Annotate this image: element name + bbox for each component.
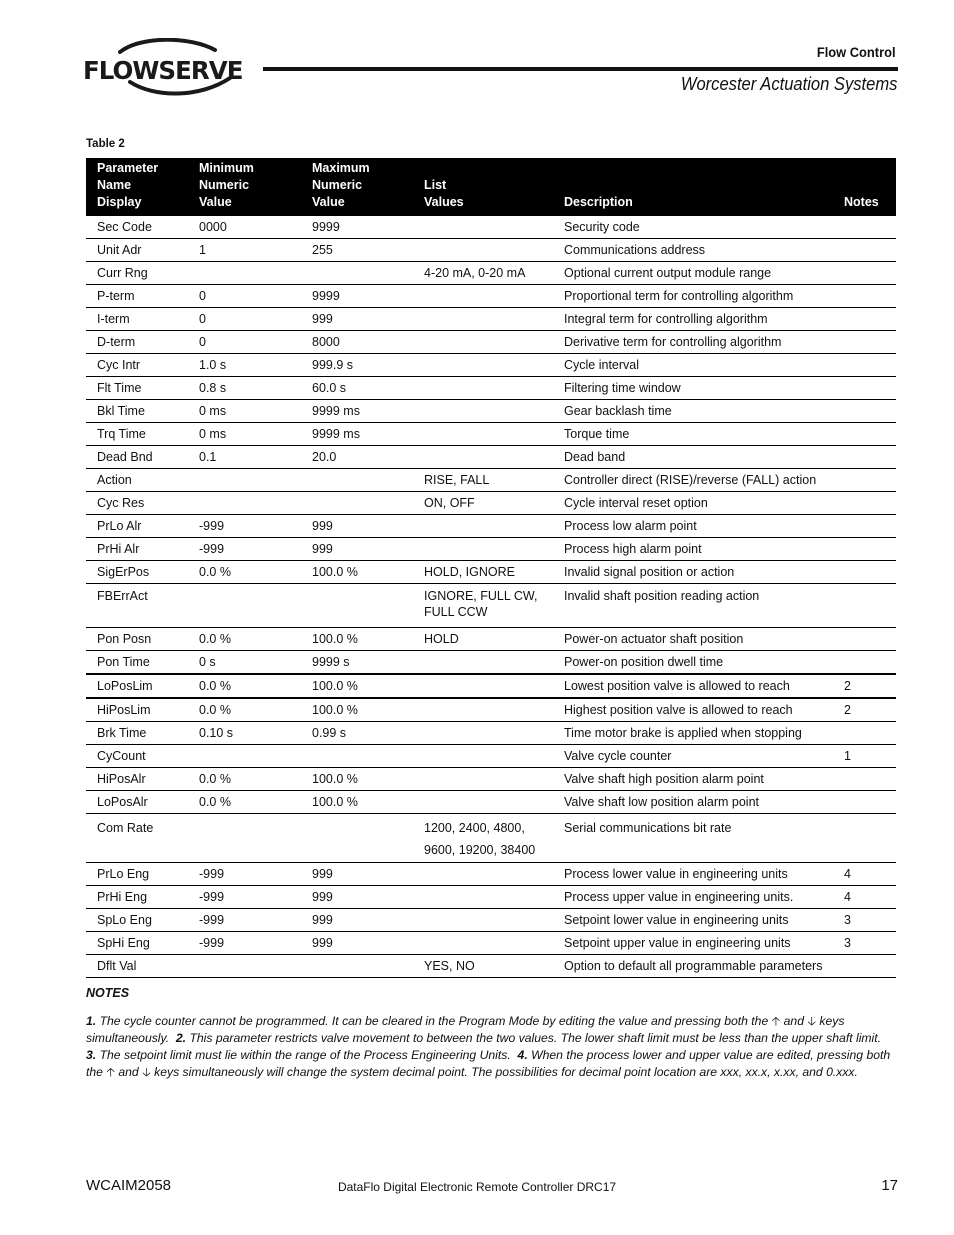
table-cell: 1200, 2400, 4800, 9600, 19200, 38400 (412, 814, 552, 863)
table-header-row (86, 158, 896, 216)
table-cell: Cyc Res (86, 492, 187, 515)
table-cell (412, 308, 552, 331)
table-cell: Trq Time (86, 423, 187, 446)
table-cell (187, 745, 300, 768)
up-arrow-icon: 🡡 (106, 1065, 115, 1079)
table-cell: RISE, FALL (412, 469, 552, 492)
table-cell (412, 932, 552, 955)
table-cell (412, 538, 552, 561)
table-cell (300, 814, 412, 863)
table-row (86, 469, 896, 492)
table-cell: 100.0 % (300, 561, 412, 584)
column-header: Description (552, 158, 832, 216)
table-row (86, 515, 896, 538)
table-cell (832, 354, 896, 377)
down-arrow-icon: 🡣 (142, 1065, 151, 1079)
table-cell: -999 (187, 863, 300, 886)
note-4-number: 4. (517, 1048, 528, 1062)
table-cell: 1.0 s (187, 354, 300, 377)
table-body (86, 216, 896, 978)
table-cell (300, 955, 412, 978)
table-cell: Invalid shaft position reading action (552, 584, 832, 628)
table-cell: Optional current output module range (552, 262, 832, 285)
table-cell: -999 (187, 886, 300, 909)
table-cell (832, 239, 896, 262)
table-cell (187, 955, 300, 978)
table-cell: IGNORE, FULL CW, FULL CCW (412, 584, 552, 628)
table-row (86, 674, 896, 698)
table-cell: 0.10 s (187, 722, 300, 745)
table-cell: Option to default all programmable parameters (552, 955, 832, 978)
table-cell: Serial communications bit rate (552, 814, 832, 863)
table-row (86, 331, 896, 354)
table-cell (300, 262, 412, 285)
table-cell: 0.0 % (187, 791, 300, 814)
table-cell: Invalid signal position or action (552, 561, 832, 584)
table-cell: 3 (832, 932, 896, 955)
table-cell: 60.0 s (300, 377, 412, 400)
table-cell (832, 584, 896, 628)
table-cell: Process upper value in engineering units. (552, 886, 832, 909)
table-cell: 999 (300, 909, 412, 932)
table-cell: Integral term for controlling algorithm (552, 308, 832, 331)
table-cell: Torque time (552, 423, 832, 446)
table-cell: 9999 (300, 216, 412, 239)
table-cell (832, 768, 896, 791)
column-header: Parameter Name Display (86, 158, 187, 216)
table-cell (832, 791, 896, 814)
logo-wordmark: FLOWSERVE (83, 56, 243, 85)
table-cell: Dead band (552, 446, 832, 469)
table-cell (412, 285, 552, 308)
column-header: Notes (832, 158, 896, 216)
table-cell (300, 584, 412, 628)
table-cell: ON, OFF (412, 492, 552, 515)
table-cell (832, 400, 896, 423)
section-title: Flow Control (817, 44, 896, 60)
table-cell: 0 s (187, 651, 300, 675)
table-cell: Dflt Val (86, 955, 187, 978)
table-row (86, 863, 896, 886)
table-cell: PrHi Alr (86, 538, 187, 561)
table-cell: Cycle interval (552, 354, 832, 377)
table-cell: Lowest position valve is allowed to reach (552, 674, 832, 698)
down-arrow-icon: 🡣 (807, 1014, 817, 1028)
table-cell: Derivative term for controlling algorithm (552, 331, 832, 354)
table-cell: HOLD, IGNORE (412, 561, 552, 584)
column-header: Maximum Numeric Value (300, 158, 412, 216)
table-cell: Com Rate (86, 814, 187, 863)
table-cell: -999 (187, 909, 300, 932)
table-cell (412, 791, 552, 814)
table-cell: 20.0 (300, 446, 412, 469)
table-cell: 999 (300, 538, 412, 561)
note-4-text-end: keys simultaneously will change the system decimal point. The possibilities for decimal point location are xxx, xx.x, x.xx, and 0.xxx. (154, 1065, 858, 1079)
parameter-table (86, 158, 896, 978)
table-cell: 2 (832, 698, 896, 722)
table-cell: 100.0 % (300, 674, 412, 698)
table-cell (300, 469, 412, 492)
table-cell (832, 492, 896, 515)
table-row (86, 722, 896, 745)
table-cell (832, 628, 896, 651)
table-cell: 999.9 s (300, 354, 412, 377)
table-cell: 9999 s (300, 651, 412, 675)
table-cell: Process lower value in engineering units (552, 863, 832, 886)
table-cell (412, 354, 552, 377)
table-cell: 100.0 % (300, 791, 412, 814)
table-cell: 999 (300, 308, 412, 331)
table-cell: 999 (300, 886, 412, 909)
table-cell: Valve shaft low position alarm point (552, 791, 832, 814)
note-3-number: 3. (86, 1048, 97, 1062)
table-cell: Curr Rng (86, 262, 187, 285)
table-cell: 8000 (300, 331, 412, 354)
table-cell: 100.0 % (300, 768, 412, 791)
table-row (86, 285, 896, 308)
table-cell: 0.0 % (187, 561, 300, 584)
table-row (86, 698, 896, 722)
table-cell (412, 674, 552, 698)
up-arrow-icon: 🡡 (771, 1014, 781, 1028)
table-cell: Security code (552, 216, 832, 239)
table-cell: 0.0 % (187, 698, 300, 722)
table-cell: 0 ms (187, 423, 300, 446)
table-cell: Sec Code (86, 216, 187, 239)
table-cell: D-term (86, 331, 187, 354)
table-cell: Communications address (552, 239, 832, 262)
table-cell: LoPosAlr (86, 791, 187, 814)
table-cell: 0.99 s (300, 722, 412, 745)
table-cell: P-term (86, 285, 187, 308)
table-cell: CyCount (86, 745, 187, 768)
table-cell: HOLD (412, 628, 552, 651)
table-cell: Cycle interval reset option (552, 492, 832, 515)
table-cell: 0.0 % (187, 768, 300, 791)
division-title: Worcester Actuation Systems (680, 74, 897, 94)
table-cell (412, 768, 552, 791)
table-row (86, 239, 896, 262)
table-cell: 0 ms (187, 400, 300, 423)
table-cell: Cyc Intr (86, 354, 187, 377)
table-cell: Gear backlash time (552, 400, 832, 423)
table-cell: SpHi Eng (86, 932, 187, 955)
table-cell (832, 423, 896, 446)
table-cell (832, 814, 896, 863)
table-cell: 0.0 % (187, 674, 300, 698)
table-cell: Setpoint upper value in engineering units (552, 932, 832, 955)
table-cell: 0.8 s (187, 377, 300, 400)
table-row (86, 886, 896, 909)
table-cell: 999 (300, 932, 412, 955)
table-cell: SigErPos (86, 561, 187, 584)
table-cell (412, 698, 552, 722)
table-cell: -999 (187, 538, 300, 561)
table-cell (412, 216, 552, 239)
table-cell (412, 400, 552, 423)
table-cell: Time motor brake is applied when stopping (552, 722, 832, 745)
table-cell: Setpoint lower value in engineering units (552, 909, 832, 932)
table-cell: 999 (300, 515, 412, 538)
table-cell (412, 722, 552, 745)
table-cell (412, 331, 552, 354)
table-cell: Unit Adr (86, 239, 187, 262)
column-header: List Values (412, 158, 552, 216)
table-cell: 9999 ms (300, 400, 412, 423)
table-label: Table 2 (86, 138, 125, 150)
table-row (86, 262, 896, 285)
table-cell (412, 423, 552, 446)
note-1-text-end: keys simultaneously. (86, 1014, 845, 1045)
table-cell: 9999 (300, 285, 412, 308)
table-row (86, 446, 896, 469)
column-header: Minimum Numeric Value (187, 158, 300, 216)
note-3-text: The setpoint limit must lie within the range of the Process Engineering Units. (99, 1048, 511, 1062)
table-cell: PrLo Eng (86, 863, 187, 886)
table-cell (187, 814, 300, 863)
table-row (86, 791, 896, 814)
table-cell (832, 285, 896, 308)
table-cell: 255 (300, 239, 412, 262)
table-cell: Proportional term for controlling algorithm (552, 285, 832, 308)
table-cell: Action (86, 469, 187, 492)
table-cell: Bkl Time (86, 400, 187, 423)
table-cell (832, 216, 896, 239)
table-cell: 4 (832, 863, 896, 886)
table-cell: PrLo Alr (86, 515, 187, 538)
table-cell: Controller direct (RISE)/reverse (FALL) action (552, 469, 832, 492)
table-cell (300, 492, 412, 515)
table-cell: Highest position valve is allowed to reach (552, 698, 832, 722)
table-cell: Filtering time window (552, 377, 832, 400)
table-cell (412, 377, 552, 400)
table-row (86, 651, 896, 675)
table-cell: FBErrAct (86, 584, 187, 628)
table-cell: YES, NO (412, 955, 552, 978)
table-cell (832, 446, 896, 469)
table-cell: 999 (300, 863, 412, 886)
table-cell: 1 (187, 239, 300, 262)
table-cell (412, 863, 552, 886)
table-cell: 0 (187, 285, 300, 308)
table-row (86, 814, 896, 863)
table-cell: Brk Time (86, 722, 187, 745)
table-cell (832, 561, 896, 584)
table-cell: SpLo Eng (86, 909, 187, 932)
table-cell: 1 (832, 745, 896, 768)
table-cell: 0.0 % (187, 628, 300, 651)
table-cell: Process low alarm point (552, 515, 832, 538)
table-cell (832, 538, 896, 561)
document-title: DataFlo Digital Electronic Remote Controller DRC17 (337, 1180, 617, 1194)
table-cell: -999 (187, 515, 300, 538)
table-row (86, 932, 896, 955)
table-cell: Pon Time (86, 651, 187, 675)
table-cell: Pon Posn (86, 628, 187, 651)
notes-body (86, 1013, 896, 1081)
table-cell (412, 651, 552, 675)
table-cell (187, 584, 300, 628)
table-row (86, 955, 896, 978)
table-cell: 2 (832, 674, 896, 698)
table-cell: -999 (187, 932, 300, 955)
document-code: WCAIM2058 (86, 1177, 172, 1194)
table-cell: Flt Time (86, 377, 187, 400)
note-4-and: and (118, 1065, 139, 1079)
table-cell (832, 651, 896, 675)
table-cell (832, 515, 896, 538)
table-cell (412, 515, 552, 538)
note-1-text: The cycle counter cannot be programmed. It can be cleared in the Program Mode by editing the value and pressing both the (99, 1014, 769, 1028)
table-cell (412, 745, 552, 768)
table-cell: 9999 ms (300, 423, 412, 446)
table-cell: 0 (187, 331, 300, 354)
table-row (86, 768, 896, 791)
table-cell: Valve cycle counter (552, 745, 832, 768)
table-cell (832, 722, 896, 745)
table-cell: Process high alarm point (552, 538, 832, 561)
table-cell: Power-on position dwell time (552, 651, 832, 675)
table-cell (412, 239, 552, 262)
table-cell: 0000 (187, 216, 300, 239)
table-row (86, 308, 896, 331)
table-cell (187, 492, 300, 515)
table-cell: 100.0 % (300, 628, 412, 651)
table-row (86, 909, 896, 932)
table-row (86, 561, 896, 584)
table-row (86, 492, 896, 515)
notes-heading: NOTES (86, 986, 130, 1000)
table-row (86, 628, 896, 651)
table-row (86, 216, 896, 239)
note-1-number: 1. (86, 1014, 97, 1028)
table-row (86, 538, 896, 561)
table-cell (832, 262, 896, 285)
table-cell: LoPosLim (86, 674, 187, 698)
table-cell (187, 469, 300, 492)
table-cell: I-term (86, 308, 187, 331)
page-number: 17 (881, 1177, 898, 1194)
table-cell: HiPosAlr (86, 768, 187, 791)
table-cell (832, 377, 896, 400)
table-cell: Valve shaft high position alarm point (552, 768, 832, 791)
table-row (86, 354, 896, 377)
table-cell: 0.1 (187, 446, 300, 469)
note-2-number: 2. (175, 1031, 187, 1045)
table-cell (412, 446, 552, 469)
note-1-and: and (783, 1014, 804, 1028)
table-row (86, 400, 896, 423)
table-cell: Power-on actuator shaft position (552, 628, 832, 651)
table-cell: Dead Bnd (86, 446, 187, 469)
table-row (86, 423, 896, 446)
table-cell (832, 308, 896, 331)
note-4-text: When the process lower and upper value are edited, pressing both the (86, 1048, 891, 1079)
header-rule (263, 67, 898, 71)
table-row (86, 745, 896, 768)
table-cell (300, 745, 412, 768)
table-cell (832, 469, 896, 492)
table-cell: PrHi Eng (86, 886, 187, 909)
flowserve-logo (80, 38, 245, 100)
table-cell (412, 909, 552, 932)
table-cell: 4 (832, 886, 896, 909)
table-cell (832, 955, 896, 978)
table-cell (412, 886, 552, 909)
table-cell: HiPosLim (86, 698, 187, 722)
table-cell: 100.0 % (300, 698, 412, 722)
table-cell: 0 (187, 308, 300, 331)
note-2-text: This parameter restricts valve movement to between the two values. The lower shaft limit must be less than the upper shaft limit. (189, 1031, 882, 1045)
table-row (86, 584, 896, 628)
table-cell: 4-20 mA, 0-20 mA (412, 262, 552, 285)
table-cell: 3 (832, 909, 896, 932)
table-cell (187, 262, 300, 285)
table-row (86, 377, 896, 400)
table-cell (832, 331, 896, 354)
